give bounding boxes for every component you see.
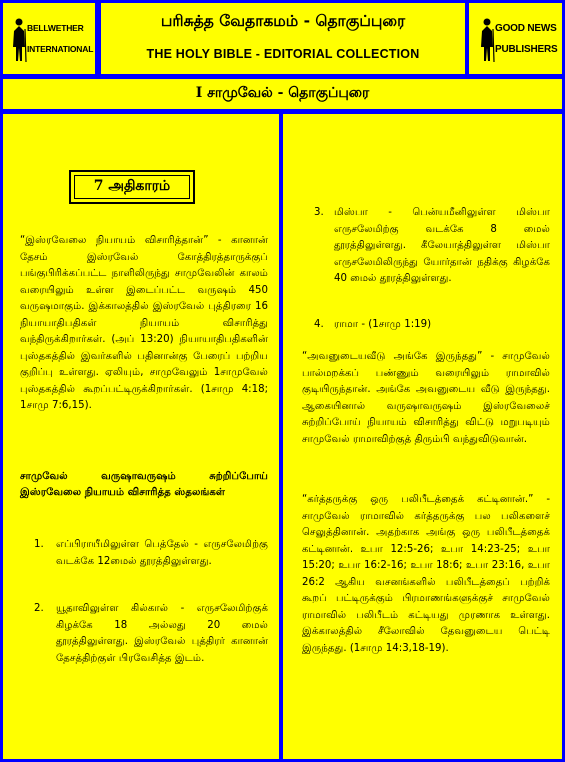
left-column	[0, 111, 282, 762]
intro-paragraph: “இஸ்ரவேலை நியாயம் விசாரித்தான்” - கானான் தேசம் இஸ்ரவேல் கோத்திரத்தாருக்குப் பங்குபிரிக்கப்பட்ட நாளிலிருந்து சாமுவேலின் காலம் வரையிலும் உள்ள இடைப்பட்ட வருஷம் 450 வருஷமாகும். இக்காலத்தில் இஸ்ரவேல் புத்திரரை 16 நியாயாதிபதிகள் நியாயம் விசாரித்து வந்திருக்கிறார்கள். (அப் 13:20) நியாயாதிபதிகளின் புஸ்தகத்தில் இவர்களில் பதினான்கு பேரைப் பற்றிய குறிப்பு உள்ளது. ஏலியும், சாமுவேலும் 1சாமுவேல் புஸ்தகத்தில் கூறப்பட்டிருக்கிறார்கள். (1சாமு 4:18; 1சாமு 7:6,15).	[20, 235, 268, 411]
list-item-number: 3.	[314, 207, 324, 218]
chapter-title: 7 அதிகாரம்	[93, 178, 171, 194]
header-logo-left-box	[0, 0, 98, 77]
logo-right-text	[495, 18, 557, 60]
list-item-number: 4.	[314, 319, 324, 330]
list-item-ramah: ராமா - (1சாமு 1:19)	[334, 319, 432, 330]
header-title-box	[98, 0, 468, 77]
logo-right-line-1: GOOD NEWS	[495, 23, 557, 34]
subtitle-box	[0, 76, 565, 112]
logo-left-text	[27, 18, 93, 60]
logo-left-line-2: INTERNATIONAL	[27, 44, 94, 54]
book-subtitle: I சாமுவேல் - தொகுப்புரை	[195, 85, 370, 101]
places-heading: சாமுவேல் வருஷாவருஷம் சுற்றிப்போய் இஸ்ரவேலை நியாயம் விசாரித்த ஸ்தலங்கள்	[20, 471, 268, 498]
logo-left-line-1: BELLWETHER	[27, 23, 84, 33]
list-item-number: 2.	[34, 603, 44, 614]
logo-right-line-2: PUBLISHERS	[495, 44, 558, 55]
list-item-bethel: எப்பிராயீமிலுள்ள பெத்தேல் - எருசலேமிற்கு வடக்கே 12மைல் தூரத்திலுள்ளது.	[56, 539, 268, 567]
list-item-number: 1.	[34, 539, 44, 550]
shepherd-figure-icon	[479, 17, 495, 63]
list-item-mizpah: மிஸ்பா - பென்யமீனிலுள்ள மிஸ்பா எருசலேமிற்கு வடக்கே 8 மைல் தூரத்திலுள்ளது. கீலேயாத்திலுள்ள மிஸ்பா எருசலேமிலிருந்து யோர்தான் நதிக்கு கிழக்கே 40 மைல் தூரத்திலுள்ளது.	[334, 207, 550, 284]
english-title: THE HOLY BIBLE - EDITORIAL COLLECTION	[146, 47, 420, 61]
tamil-title: பரிசுத்த வேதாகமம் - தொகுப்புரை	[160, 12, 406, 30]
chapter-box	[69, 170, 195, 204]
good-news-logo	[479, 13, 559, 69]
altar-paragraph: “கர்த்தருக்கு ஒரு பலிபீடத்தைக் கட்டினான்.” - சாமுவேல் ராமாவில் கர்த்தருக்கு பல பலிகளைச் செலுத்தினான். அதற்காக அங்கு ஒரு பலிபீடத்தைக் கட்டினான். உபா 12:5-26; உபா 14:23-25; உபா 15:20; உபா 16:2-16; உபா 18:6; உபா 23:16, உபா 26:2 ஆகிய வசனங்களில் பலிபீடத்தைப் பற்றிக் கூறப் பட்டிருக்கும் பிரமாணங்களுக்குச் சாமுவேல் ராமாவில் பலிபீடம் கட்டியது முரணாக உள்ளது. இக்காலத்தில் சீலோவில் தேவனுடைய பெட்டி இருந்தது. (1சாமு 14:3,18-19).	[302, 494, 550, 654]
right-column	[280, 111, 565, 762]
house-paragraph: “அவனுடையவீடு அங்கே இருந்தது” - சாமுவேல் பால்மறக்கப் பண்ணும் வரையிலும் ராமாவில் குடியிருந்தான். அங்கே அவனுடைய வீடு இருந்தது. ஆகையினால் வருஷாவருஷம் இஸ்ரவேலைச் சுற்றிப்போய் நியாயம் விசாரித்து விட்டு மறுபடியும் சாமுவேல் ராமாவிற்குத் திரும்பி வந்துவிடுவான்.	[302, 351, 550, 445]
list-item-gilgal: யூதாவிலுள்ள கில்கால் - எருசலேமிற்குக் கிழக்கே 18 அல்லது 20 மைல் தூரத்திலுள்ளது. இஸ்ரவேல் புத்திரர் கானான் தேசத்திற்குள் பிரவேசித்த இடம்.	[56, 603, 268, 664]
shepherd-figure-icon	[11, 17, 27, 63]
header-logo-right-box	[466, 0, 565, 77]
bellwether-logo	[11, 13, 94, 69]
